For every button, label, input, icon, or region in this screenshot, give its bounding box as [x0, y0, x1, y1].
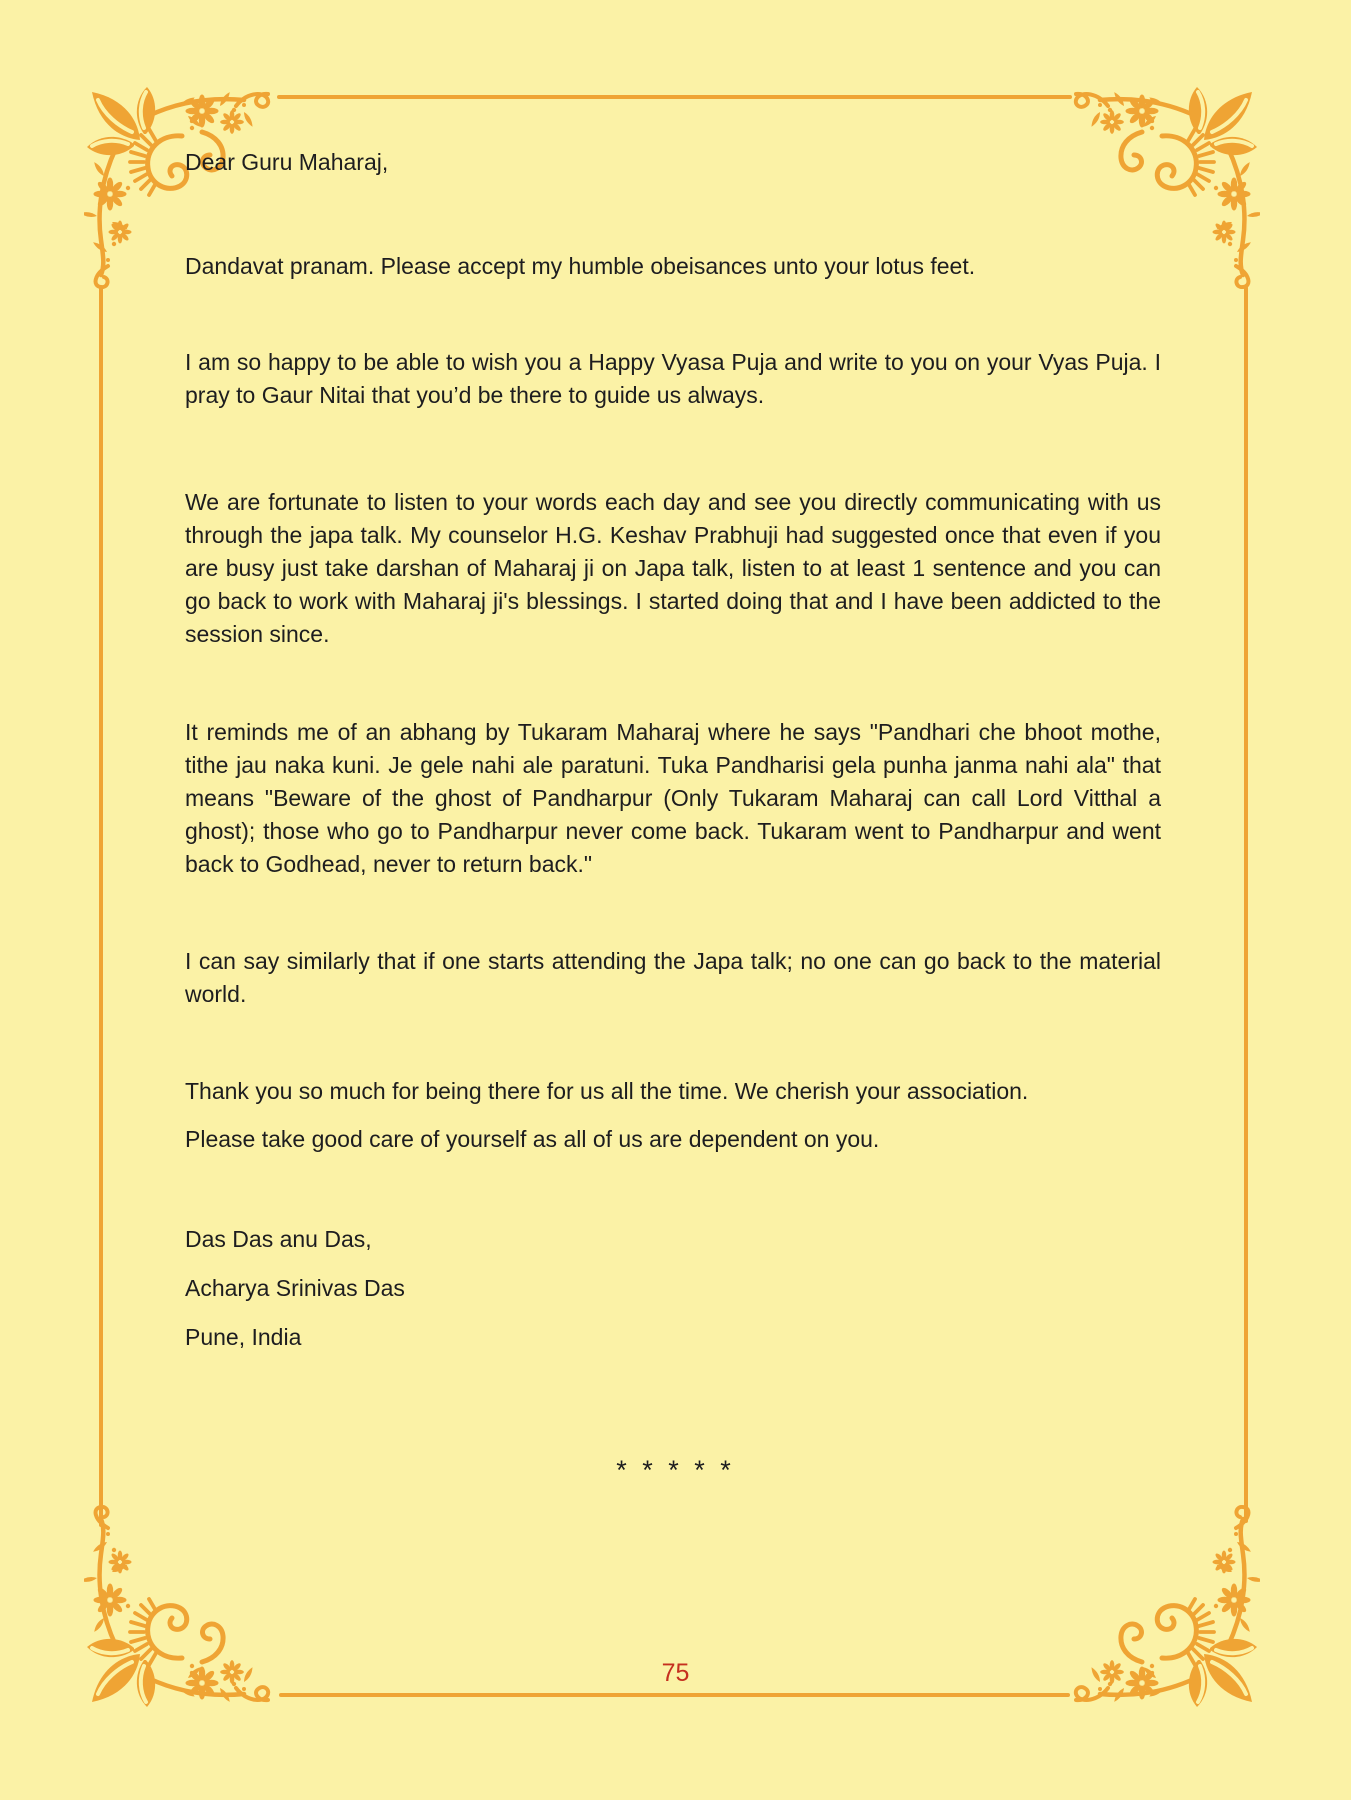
letter-paragraph: It reminds me of an abhang by Tukaram Maharaj where he says "Pandhari che bhoot mothe, tithe jau naka kuni. Je gele nahi ale paratuni. Tuka Pandharisi gela punha janma nahi ala" that means "Beware of the ghost of Pandharpur (Only Tukaram Maharaj can call Lord Vitthal a ghost); those who go to Pandharpur never come back. Tukaram went to Pandharpur and went back to Godhead, never to return back.": [185, 719, 1161, 877]
letter-paragraph: We are fortunate to listen to your words each day and see you directly communicating with us through the japa talk. My counselor H.G. Keshav Prabhuji had suggested once that even if you are busy just take darshan of Maharaj ji on Japa talk, listen to at least 1 sentence and you can go back to work with Maharaj ji's blessings. I started doing that and I have been addicted to the session since.: [185, 489, 1161, 647]
letter-paragraph: Thank you so much for being there for us all the time. We cherish your association.: [185, 1078, 1029, 1104]
frame-rule-top: [277, 95, 1072, 99]
signature-line: Pune, India: [185, 1324, 302, 1350]
frame-rule-left: [99, 286, 103, 1527]
letter-body: [185, 146, 1161, 1370]
letter-paragraph: I am so happy to be able to wish you a Happy Vyasa Puja and write to you on your Vyas Puja. I pray to Gaur Nitai that you’d be there to guide us always.: [185, 349, 1161, 408]
signature-line: Das Das anu Das,: [185, 1226, 372, 1252]
salutation: Dear Guru Maharaj,: [185, 149, 389, 175]
letter-paragraph: Dandavat pranam. Please accept my humble obeisances unto your lotus feet.: [185, 253, 976, 279]
frame-rule-right: [1244, 286, 1248, 1523]
signature-block: [185, 1223, 1161, 1354]
letter-paragraph: I can say similarly that if one starts attending the Japa talk; no one can go back to the material world.: [185, 948, 1161, 1007]
page-number: 75: [661, 1659, 690, 1687]
letter-paragraph: Please take good care of yourself as all of us are dependent on you.: [185, 1126, 880, 1152]
frame-rule-bottom: [279, 1693, 1070, 1697]
signature-line: Acharya Srinivas Das: [185, 1275, 405, 1301]
section-separator: * * * * *: [616, 1455, 735, 1485]
